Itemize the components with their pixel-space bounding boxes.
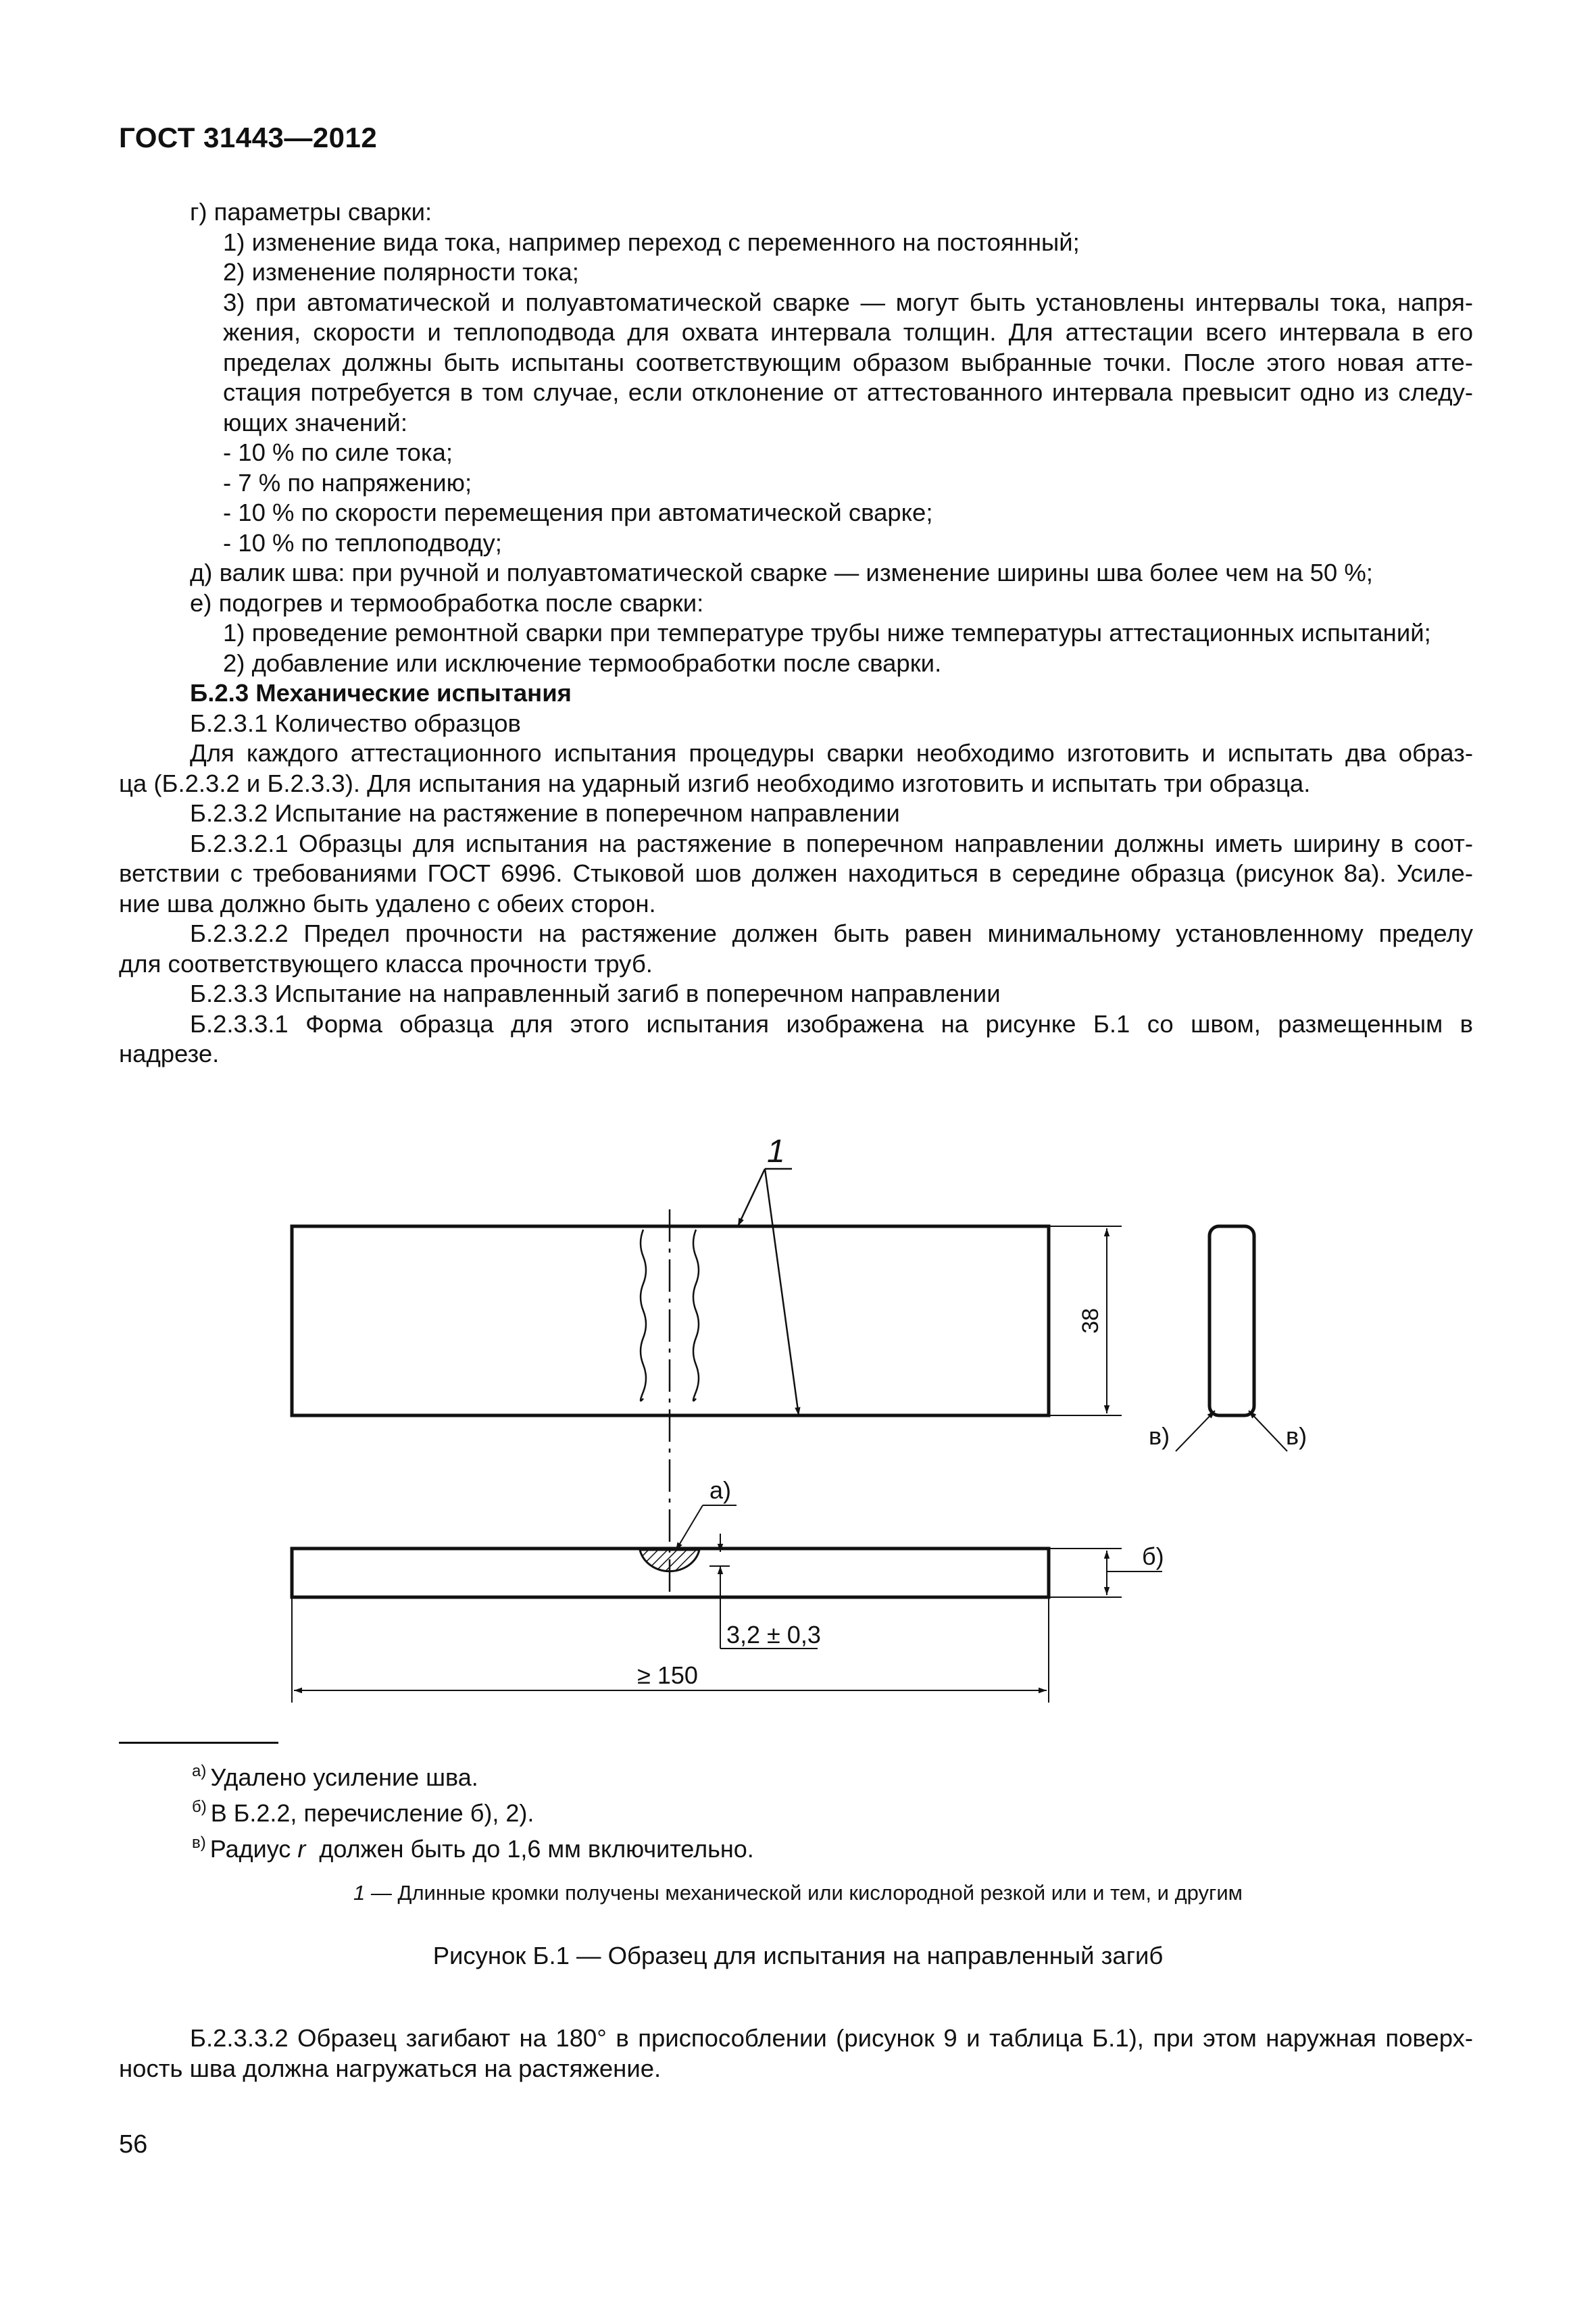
text-line: Б.2.3.3.1 Форма образца для этого испытания изображена на рисунке Б.1 со швом, размещенным в xyxy=(190,1009,1473,1038)
text-line: 1) проведение ремонтной сварки при температуре трубы ниже температуры аттестационных испытаний; xyxy=(223,619,1431,647)
note-a: а) xyxy=(709,1476,732,1504)
text-line: д) валик шва: при ручной и полуавтоматической сварке — изменение ширины шва более чем на 50 %; xyxy=(190,559,1373,586)
text-line: стация потребуется в том случае, если отклонение от аттестованного интервала превысит одно из следу- xyxy=(223,378,1473,406)
text-line: надрезе. xyxy=(119,1040,220,1067)
text-line: Б.2.3.2.2 Предел прочности на растяжение должен быть равен минимальному установленному пределу xyxy=(190,920,1473,947)
figure-b1 xyxy=(0,1115,1596,1723)
page-number: 56 xyxy=(119,2130,148,2159)
text-line: ность шва должна нагружаться на растяжение. xyxy=(119,2054,662,2082)
section-heading: Б.2.3 Механические испытания xyxy=(190,679,572,707)
dim-width: 38 xyxy=(1078,1308,1103,1334)
text-line: Б.2.3.2.1 Образцы для испытания на растяжение в поперечном направлении должны иметь ширину в соот- xyxy=(190,829,1473,857)
figure-legend: 1 — Длинные кромки получены механической или кислородной резкой или и тем, и другим xyxy=(353,1881,1243,1905)
text-line: - 10 % по силе тока; xyxy=(223,438,453,466)
text-line: г) параметры сварки: xyxy=(190,198,432,226)
text-line: 2) добавление или исключение термообработки после сварки. xyxy=(223,649,942,677)
weld-boundary-left xyxy=(641,1230,646,1401)
weld-boundary-right xyxy=(693,1230,699,1401)
text-line: - 10 % по скорости перемещения при автоматической сварке; xyxy=(223,499,933,526)
text-line: Б.2.3.1 Количество образцов xyxy=(190,709,521,737)
leader-1-b xyxy=(765,1169,799,1415)
text-line: 1) изменение вида тока, например переход с переменного на постоянный; xyxy=(223,228,1080,256)
page-header: ГОСТ 31443—2012 xyxy=(119,122,378,153)
text-line: ющих значений: xyxy=(223,408,407,436)
footnote-a: $^{а)}$ Удалено усиление шва. xyxy=(192,1762,478,1791)
text-line: - 7 % по напряжению; xyxy=(223,468,472,497)
text-line: 2) изменение полярности тока; xyxy=(223,258,579,286)
label-1: 1 xyxy=(767,1134,785,1169)
text-line: пределах должны быть испытаны соответствующим образом выбранные точки. После этого новая атте- xyxy=(223,348,1473,376)
text-line: ние шва должно быть удалено с обеих сторон. xyxy=(119,889,656,917)
dim-thickness: 3,2 ± 0,3 xyxy=(726,1621,821,1649)
text-line: жения, скорости и теплоподвода для охвата интервала толщин. Для аттестации всего интервала в его xyxy=(223,318,1473,346)
text-line: ца (Б.2.3.2 и Б.2.3.3). Для испытания на ударный изгиб необходимо изготовить и испытать три образца. xyxy=(119,769,1311,797)
specimen-drawing xyxy=(0,1115,1596,1723)
text-line: - 10 % по теплоподводу; xyxy=(223,528,502,557)
text-line: е) подогрев и термообработка после сварки: xyxy=(190,588,704,617)
footnote-b: $^{б)}$ В Б.2.2, перечисление б), 2). xyxy=(192,1798,534,1827)
figure-caption: Рисунок Б.1 — Образец для испытания на направленный загиб xyxy=(432,1942,1164,1969)
text-line: Б.2.3.3 Испытание на направленный загиб в поперечном направлении xyxy=(190,980,1001,1007)
text-line: ветствии с требованиями ГОСТ 6996. Стыковой шов должен находиться в середине образца (рисунок 8а). Усиле- xyxy=(119,859,1473,887)
text-line: Б.2.3.3.2 Образец загибают на 180° в приспособлении (рисунок 9 и таблица Б.1), при этом наружная поверх- xyxy=(190,2024,1473,2052)
note-v-left: в) xyxy=(1149,1422,1170,1450)
paragraph-b2332 xyxy=(119,2023,1473,2084)
weld-notch xyxy=(640,1550,699,1571)
text-line: Для каждого аттестационного испытания процедуры сварки необходимо изготовить и испытать два образ- xyxy=(190,739,1473,767)
leader-1-a xyxy=(738,1169,765,1226)
text-line: для соответствующего класса прочности труб. xyxy=(119,949,653,978)
cross-section xyxy=(1210,1226,1254,1415)
text-line: Б.2.3.2 Испытание на растяжение в поперечном направлении xyxy=(190,799,900,827)
text-line: 3) при автоматической и полуавтоматической сварке — могут быть установлены интервалы тока, напря- xyxy=(223,288,1473,316)
footnotes xyxy=(192,1757,754,1864)
footnote-v: $^{в)}$ Радиус r должен быть до 1,6 мм включительно. xyxy=(192,1834,754,1863)
note-b: б) xyxy=(1142,1542,1164,1570)
footnote-rule xyxy=(119,1742,278,1744)
note-v-right: в) xyxy=(1286,1422,1307,1450)
body-text xyxy=(119,197,1473,1070)
dim-length: ≥ 150 xyxy=(637,1661,698,1689)
